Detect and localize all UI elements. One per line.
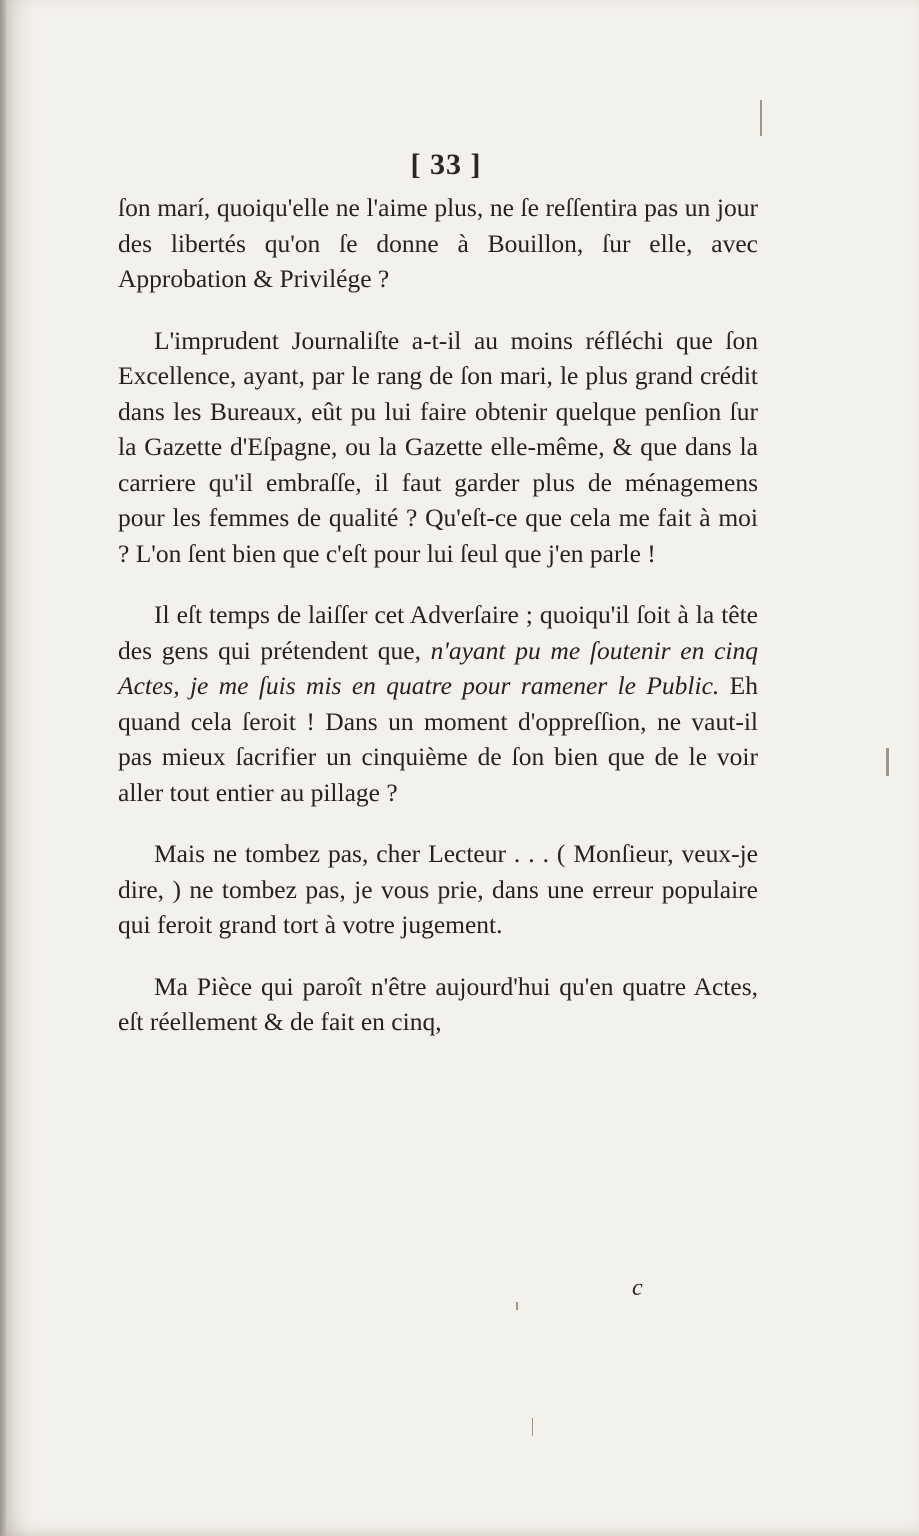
signature-mark: c — [632, 1275, 643, 1301]
paragraph-3-lead: Il eſt temps de laiſſer cet Adverſaire ; quoiqu'il ſoit à la tête des gens qui prétendent que, — [118, 600, 758, 665]
body-text — [118, 190, 758, 1066]
paragraph-2: L'imprudent Journaliſte a-t-il au moins réfléchi que ſon Excellence, ayant, par le rang de ſon mari, le plus grand crédit dans les Bureaux, eût pu lui faire obtenir quelque penſion ſur la Gazette d'Eſpagne, ou la Gazette elle-même, & que dans la carriere qu'il embraſſe, il faut garder plus de ménagemens pour les femmes de qualité ? Qu'eſt-ce que cela me fait à moi ? L'on ſent bien que c'eſt pour lui ſeul que j'en parle ! — [118, 325, 758, 568]
paper-speck — [516, 1302, 518, 1310]
paragraph-4: Mais ne tombez pas, cher Lecteur . . . ( Monſieur, veux-je dire, ) ne tombez pas, je vous prie, dans une erreur populaire qui feroit grand tort à votre jugement. — [118, 839, 758, 939]
paragraph-1: ſon marí, quoiqu'elle ne l'aime plus, ne ſe reſſentira pas un jour des libertés qu'on ſe donne à Bouillon, ſur elle, avec Approbation & Privilége ? — [118, 193, 758, 293]
paragraph-3-italic-quote: n'ayant pu me ſoutenir en cinq Actes, je me ſuis mis en quatre pour ramener le Public. — [118, 635, 758, 700]
page-number: [ 33 ] — [410, 148, 482, 181]
paper-sheet — [6, 0, 919, 1536]
paragraph-5: Ma Pièce qui paroît n'être aujourd'hui qu'en quatre Actes, eſt réellement & de fait en cinq, — [118, 971, 758, 1036]
paper-speck — [532, 1418, 533, 1436]
paragraph-3 — [118, 597, 758, 810]
paper-speck — [886, 748, 889, 776]
paragraph-3-tail: Eh quand cela ſeroit ! Dans un moment d'oppreſſion, ne vaut-il pas mieux ſacrifier un cinquième de ſon bien que de le voir aller tout entier au pillage ? — [118, 671, 758, 807]
paper-speck — [760, 100, 762, 136]
